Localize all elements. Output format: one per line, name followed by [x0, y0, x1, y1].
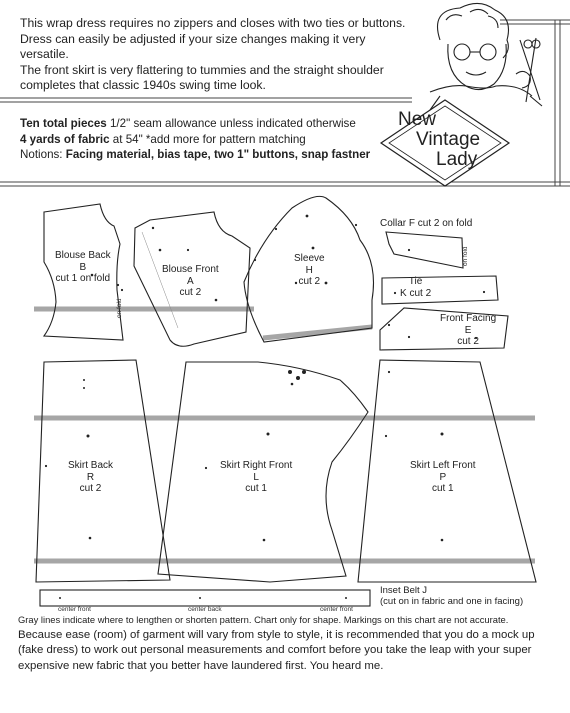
piece-cut: cut 2	[179, 287, 202, 298]
piece-name: Tie	[408, 276, 423, 287]
inset-belt-outline	[40, 590, 370, 606]
piece-cut: (cut on in fabric and one in facing)	[380, 595, 524, 607]
notions-label: Notions:	[20, 148, 66, 161]
piece-letter: E	[464, 324, 472, 336]
pieces-count: Ten total pieces	[20, 117, 107, 130]
belt-center-front-left: center front	[58, 606, 91, 613]
piece-cut: cut 1 on fold	[55, 273, 111, 284]
mockup-advice: Because ease (room) of garment will vary from style to style, it is recommended that you do a mock up (fake dress) to work out personal measurements and comfort before you take the leap with your super expensive new fabric that you better have laundered first. You heard me.	[18, 629, 535, 672]
logo-word-lady: Lady	[436, 149, 478, 170]
piece-name: Blouse Front	[162, 264, 219, 275]
piece-letter: A	[187, 275, 194, 287]
blouse-front-label	[162, 264, 219, 299]
collar-outline	[386, 232, 463, 268]
piece-name: Skirt Back	[68, 460, 114, 471]
tie-label	[400, 276, 431, 299]
piece-cut: cut 2	[457, 336, 479, 347]
seam-allowance: 1/2" seam allowance unless indicated otherwise	[106, 117, 356, 130]
piece-name: Sleeve	[294, 253, 325, 264]
intro-line: completes that classic 1940s swing time look.	[20, 78, 266, 92]
piece-cut: cut 2	[298, 276, 321, 287]
piece-name: Inset Belt J	[380, 585, 427, 596]
piece-cut: cut 2	[79, 483, 102, 494]
piece-cut: K cut 2	[400, 287, 432, 299]
skirt-back-label	[68, 460, 113, 495]
piece-cut: cut 1	[431, 483, 454, 494]
inset-belt-label	[380, 586, 523, 607]
skirt-right-front-label	[220, 460, 292, 495]
piece-name: Skirt Right Front	[220, 460, 293, 471]
blouse-back-label	[55, 250, 111, 285]
logo-word-new: New	[398, 109, 437, 130]
piece-name: Skirt Left Front	[410, 460, 476, 471]
fabric-note: at 54" *add more for pattern matching	[109, 132, 306, 146]
skirt-left-front-label	[410, 460, 476, 495]
footer	[18, 614, 558, 674]
notions-list: Facing material, bias tape, two 1" buttons, snap fastner	[65, 148, 371, 161]
sleeve-label	[294, 253, 325, 288]
belt-center-front-right: center front	[320, 606, 353, 613]
collar-fold: on fold	[462, 246, 469, 266]
collar-label: Collar F cut 2 on fold	[380, 218, 473, 229]
front-facing-label	[440, 313, 496, 348]
piece-name: Front Facing	[440, 313, 497, 324]
piece-name: Blouse Back	[55, 250, 111, 261]
piece-letter: B	[79, 261, 87, 273]
intro-line: Dress can easily be adjusted if your size changes making it very versatile.	[20, 31, 366, 61]
logo-word-vintage: Vintage	[416, 129, 481, 150]
logo-text	[398, 110, 518, 170]
intro-line: The front skirt is very flattering to tummies and the straight shoulder	[20, 62, 384, 77]
piece-letter: R	[86, 471, 95, 483]
piece-letter: H	[305, 264, 313, 276]
belt-center-back: center back	[188, 606, 222, 613]
fabric-amount: 4 yards of fabric	[20, 132, 110, 146]
lady-illustration	[430, 3, 542, 110]
pattern-markings	[45, 215, 485, 599]
piece-letter: L	[253, 471, 259, 483]
gray-line-note: Gray lines indicate where to lengthen or shorten pattern. Chart only for shape. Markings on this chart are not accurate.	[18, 614, 509, 625]
blouse-back-fold: on fold	[116, 298, 123, 318]
intro-line: This wrap dress requires no zippers and closes with two ties or buttons.	[20, 16, 406, 30]
piece-letter: P	[439, 471, 447, 483]
piece-cut: cut 1	[245, 483, 267, 494]
